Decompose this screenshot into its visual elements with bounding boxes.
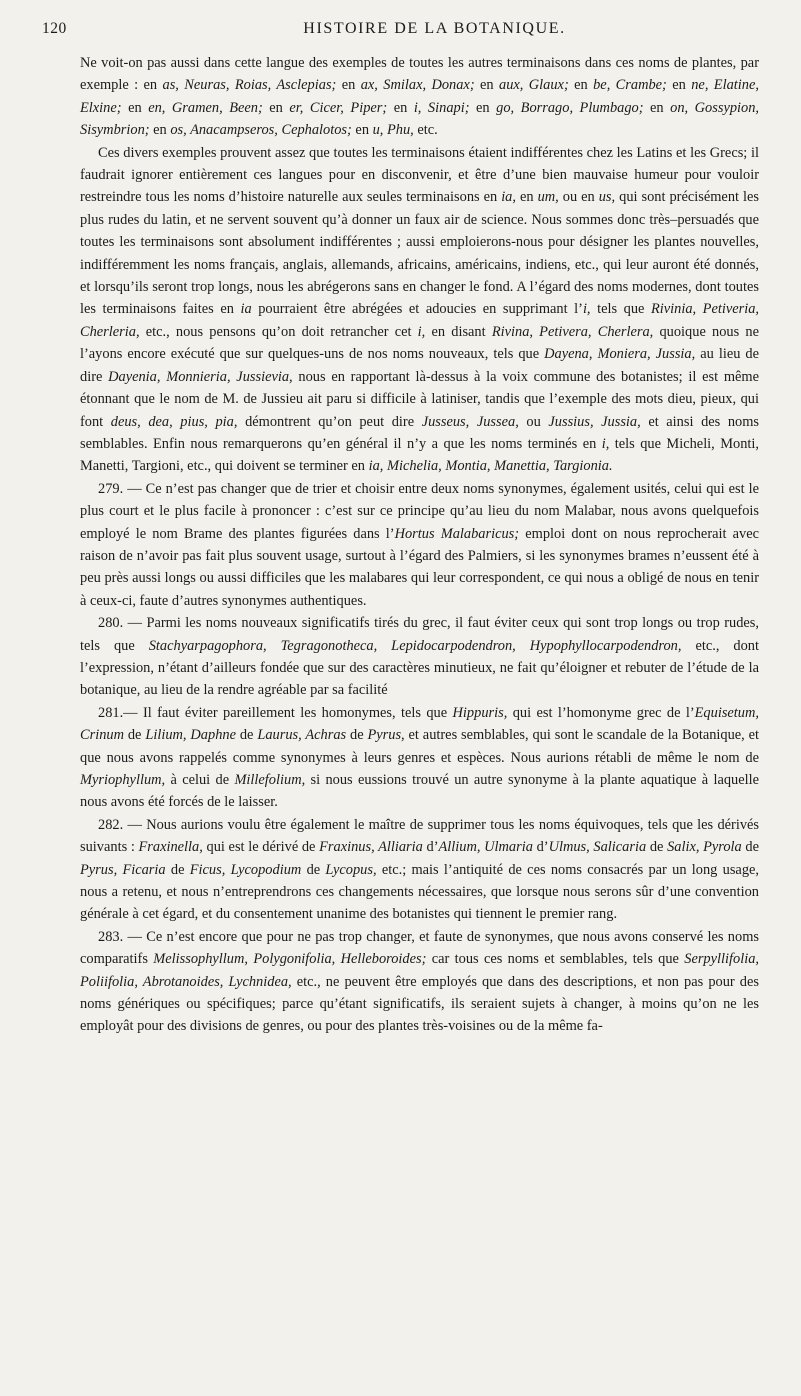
paragraph-terminations: Ces divers exemples prouvent assez que toutes les terminaisons étaient indifférentes chez les Latins et les Grecs; il faudrait ignorer entièrement ces langues pour en disconvenir, et être d’une bien mauvaise humeur pour vouloir restreindre tous les noms d’histoire naturelle aux seules terminaisons en ia, en um, ou en us, qui sont précisément les plus rudes du latin, et ne servent souvent qu’à donner un faux air de science. Nous sommes donc très–persuadés que toutes les terminaisons sont absolument indifférentes ; aussi emploierons-nous pour désigner les plantes nouvelles, indifféremment les noms français, anglais, allemands, africains, américains, indiens, etc., qui leur auront été donnés, et lorsqu’ils seront trop longs, nous les abrégerons sans en changer le fond. A l’égard des noms modernes, dont toutes les terminaisons faites en ia pourraient être abrégées et adoucies en supprimant l’i, tels que Rivinia, Petiveria, Cherleria, etc., nous pensons qu’on doit retrancher cet i, en disant Rivina, Petivera, Cherlera, quoique nous ne l’ayons encore exécuté que sur quelques-uns de nos noms nouveaux, tels que Dayena, Moniera, Jussia, au lieu de dire Dayenia, Monnieria, Jussievia, nous en rapportant là-dessus à la voix commune des botanistes; il est même étonnant que le nom de M. de Jussieu ait paru si difficile à latiniser, tandis que l’exemple des mots dieu, pieux, qui font deus, dea, pius, pia, démontrent qu’on peut dire Jusseus, Jussea, ou Jussius, Jussia, et ainsi des noms semblables. Enfin nous remarquerons qu’en général il n’y a que les noms terminés en i, tels que Micheli, Monti, Manetti, Targioni, etc., qui doivent se terminer en ia, Michelia, Montia, Manettia, Targionia. (80, 144, 760, 475)
paragraph-examples: Ne voit-on pas aussi dans cette langue des exemples de toutes les autres terminaisons dans ces noms de plantes, par exemple : en as, Neuras, Roias, Asclepias; en ax, Smilax, Donax; en aux, Glaux; en be, Crambe; en ne, Elatine, Elxine; en en, Gramen, Been; en er, Cicer, Piper; en i, Sinapi; en go, Borrago, Plumbago; en on, Gossypion, Sisymbrion; en os, Anacampseros, Cephalotos; en u, Phu, etc. (80, 55, 760, 139)
paragraph-283: 283. — Ce n’est encore que pour ne pas trop changer, et faute de synonymes, que nous avons conservé les noms comparatifs Melissophyllum, Polygonifolia, Helleboroides; car tous ces noms et semblables, tels que Serpyllifolia, Poliifolia, Abrotanoides, Lychnidea, etc., ne peuvent être employés que dans des descriptions, et non pas pour des noms génériques ou spécifiques; parce qu’étant significatifs, ils seraient sujets à changer, à moins qu’on ne les employât pour des divisions de genres, ou pour des plantes très-voisines ou de la même fa- (80, 928, 759, 1035)
paragraph-281: 281.— Il faut éviter pareillement les homonymes, tels que Hippuris, qui est l’homonyme grec de l’Equisetum, Crinum de Lilium, Daphne de Laurus, Achras de Pyrus, et autres semblables, qui sont le scandale de la Botanique, et que nous avons rappelés comme synonymes à leurs genres et espèces. Nous aurions rétabli de même le nom de Myriophyllum, à celui de Millefolium, si nous eussions trouvé un autre synonyme à la plante aquatique à laquelle nous avons été forcés de le laisser. (80, 704, 760, 811)
paragraph-279: 279. — Ce n’est pas changer que de trier et choisir entre deux noms synonymes, également usités, celui qui est le plus court et le plus facile à prononcer : c’est sur ce principe qu’au lieu du nom Malabar, nous avons quelquefois employé le nom Brame des plantes figurées dans l’Hortus Malabaricus; emploi dont on nous reprocherait avec raison de n’avoir pas fait plus souvent usage, surtout à l’égard des Palmiers, si les synonymes brames n’eussent été à peu près aussi longs ou aussi difficiles que les malabares qui leur correspondent, ce qui nous a obligé de nous en tenir à ceux-ci, faute d’autres synonymes authentiques. (80, 480, 760, 609)
paragraph-280: 280. — Parmi les noms nouveaux significatifs tirés du grec, il faut éviter ceux qui sont trop longs ou trop rudes, tels que Stachyarpagophora, Tegragonotheca, Lepidocarpodendron, Hypophyllocarpodendron, etc., dont l’expression, n’étant d’ailleurs fondée que sur des caractères minutieux, ne fait qu’éloigner et rebuter de l’étude de la botanique, au lieu de la rendre agréable par sa facilité (80, 615, 759, 699)
paragraph-282: 282. — Nous aurions voulu être également le maître de supprimer tous les noms équivoques, tels que les dérivés suivants : Fraxinella, qui est le dérivé de Fraxinus, Alliaria d’Allium, Ulmaria d’Ulmus, Salicaria de Salix, Pyrola de Pyrus, Ficaria de Ficus, Lycopodium de Lycopus, etc.; mais l’antiquité de ces noms consacrés par un long usage, nous a retenu, et nous n’entreprendrons ces changements nécessaires, que lorsque nous serons sûr d’une convention générale à cet égard, et du consentement unanime des botanistes qui tiennent le premier rang. (80, 816, 759, 923)
running-title: HISTOIRE DE LA BOTANIQUE. (303, 20, 566, 37)
page-number: 120 (42, 20, 67, 37)
body-text (80, 52, 759, 1038)
running-head (42, 20, 759, 42)
